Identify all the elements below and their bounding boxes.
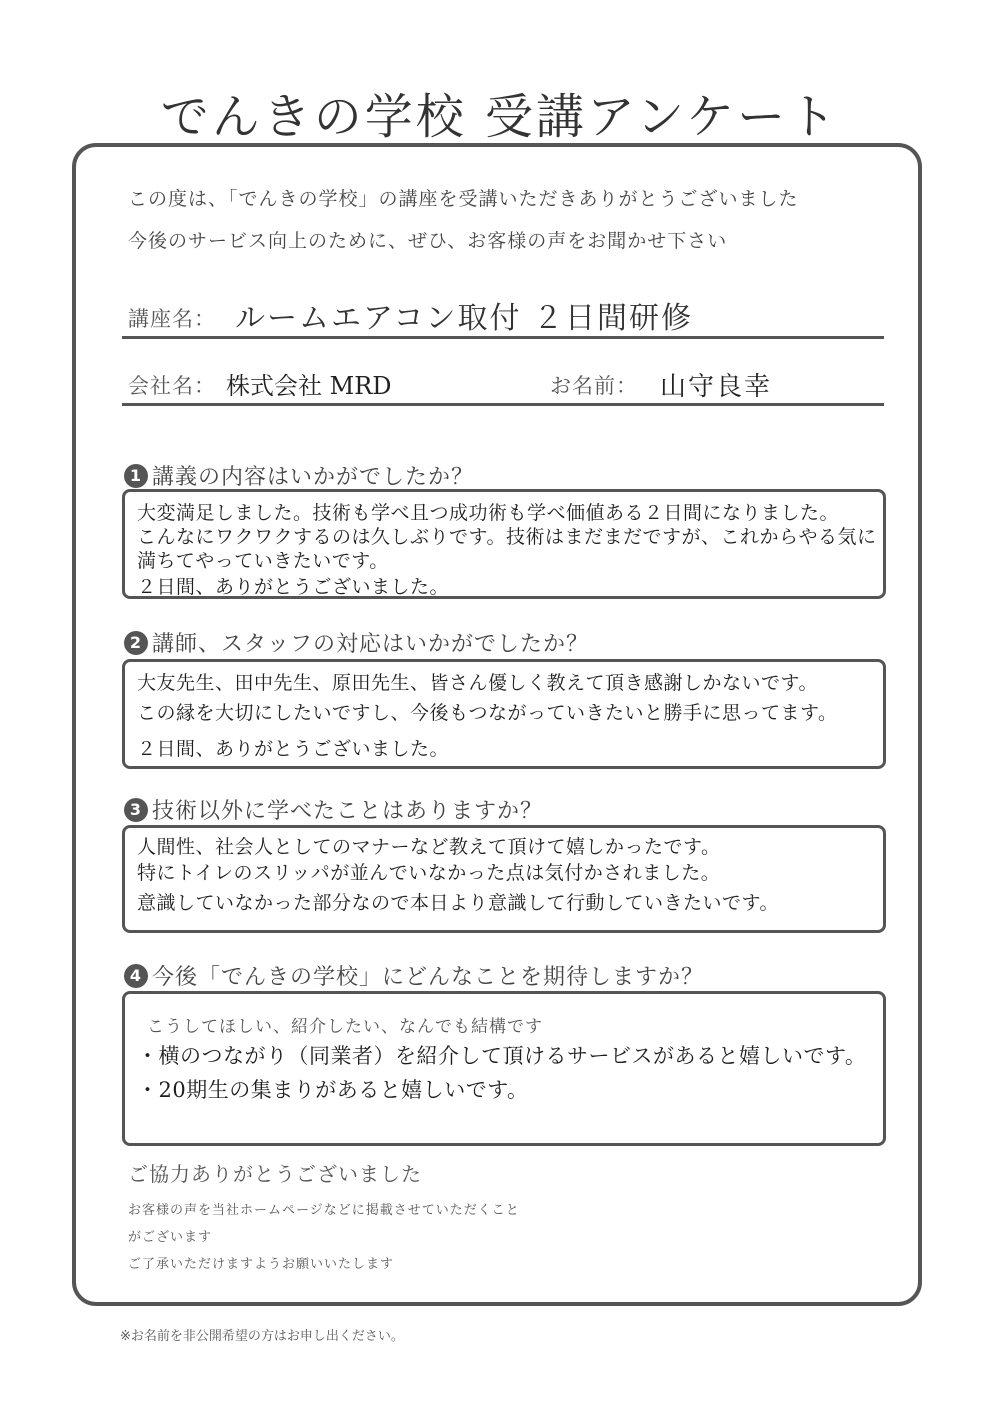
intro-line: 今後のサービス向上のために、ぜひ、お客様の声をお聞かせ下さい bbox=[128, 230, 728, 252]
answer-line: ・20期生の集まりがあると嬉しいです。 bbox=[137, 1078, 529, 1102]
question-1-heading bbox=[124, 460, 474, 491]
answer-line: ・横のつながり（同業者）を紹介して頂けるサービスがあると嬉しいです。 bbox=[137, 1044, 867, 1068]
question-3-text: 技術以外に学べたことはありますか？ bbox=[152, 799, 544, 824]
answer-hint: こうしてほしい、紹介したい、なんでも結構です bbox=[147, 1017, 543, 1037]
publication-note: お客様の声を当社ホームページなどに掲載させていただくこと bbox=[128, 1203, 520, 1218]
answer-line: この縁を大切にしたいですし、今後もつながっていきたいと勝手に思ってます。 bbox=[137, 702, 838, 724]
thanks-text: ご協力ありがとうございました bbox=[128, 1162, 422, 1186]
answer-line: ２日間、ありがとうございました。 bbox=[137, 576, 450, 598]
question-4-heading bbox=[124, 960, 704, 991]
answer-line: こんなにワクワクするのは久しぶりです。技術はまだまだですが、これからやる気に bbox=[137, 526, 877, 548]
answer-2-box bbox=[122, 659, 886, 769]
answer-line: 大変満足しました。技術も学べ且つ成功術も学べ価値ある２日間になりました。 bbox=[137, 502, 840, 524]
footnote: ※お名前を非公開希望の方はお申し出ください。 bbox=[120, 1329, 404, 1344]
name-label: お名前： bbox=[550, 374, 638, 398]
course-underline bbox=[122, 336, 884, 339]
answer-4-box bbox=[122, 991, 886, 1146]
number-4-icon: 4 bbox=[124, 964, 148, 988]
course-label: 講座名： bbox=[128, 307, 216, 331]
number-3-icon: 3 bbox=[124, 798, 148, 822]
company-value: 株式会社 MRD bbox=[226, 372, 392, 400]
question-4-text: 今後「でんきの学校」にどんなことを期待しますか？ bbox=[152, 965, 705, 990]
publication-note: がございます bbox=[128, 1230, 213, 1245]
answer-line: 大友先生、田中先生、原田先生、皆さん優しく教えて頂き感謝しかないです。 bbox=[137, 672, 818, 694]
publication-note: ご了承いただけますようお願いいたします bbox=[128, 1257, 395, 1272]
course-value: ルームエアコン取付 ２日間研修 bbox=[235, 301, 694, 336]
number-1-icon: 1 bbox=[124, 464, 148, 488]
company-label: 会社名： bbox=[128, 374, 216, 398]
number-2-icon: 2 bbox=[124, 631, 148, 655]
question-1-text: 講義の内容はいかがでしたか？ bbox=[152, 465, 475, 490]
question-3-heading bbox=[124, 794, 543, 825]
intro-line: この度は、「でんきの学校」の講座を受講いただきありがとうございました bbox=[128, 188, 799, 210]
question-2-heading bbox=[124, 627, 589, 658]
answer-line: 満ちてやっていきたいです。 bbox=[137, 550, 389, 572]
answer-line: ２日間、ありがとうございました。 bbox=[137, 738, 450, 760]
name-value: 山守良幸 bbox=[660, 372, 773, 402]
page-title: でんきの学校 受講アンケート bbox=[160, 89, 840, 145]
company-underline bbox=[122, 403, 884, 406]
answer-1-box bbox=[122, 489, 886, 599]
answer-line: 特にトイレのスリッパが並んでいなかった点は気付かされました。 bbox=[137, 862, 721, 884]
question-2-text: 講師、スタッフの対応はいかがでしたか？ bbox=[152, 632, 590, 657]
answer-line: 意識していなかった部分なので本日より意識して行動していきたいです。 bbox=[137, 892, 779, 914]
answer-line: 人間性、社会人としてのマナーなど教えて頂けて嬉しかったです。 bbox=[137, 836, 721, 858]
answer-3-box bbox=[122, 825, 886, 933]
